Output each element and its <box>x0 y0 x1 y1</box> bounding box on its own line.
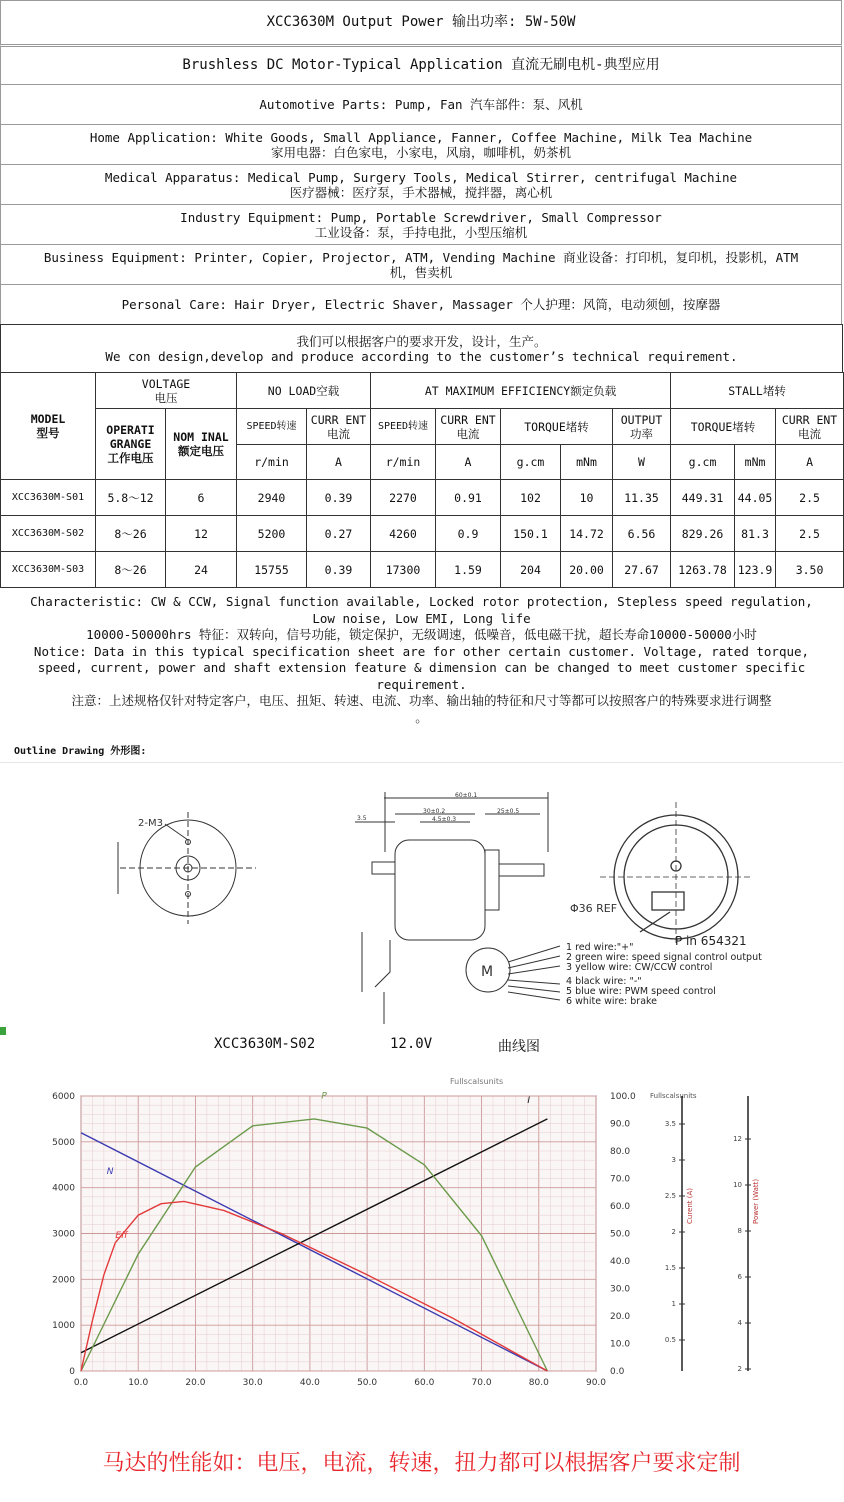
y-tick-label: 5000 <box>52 1137 75 1148</box>
pin-label: P in 654321 <box>675 934 747 948</box>
chart-model: XCC3630M-S02 <box>214 1036 316 1052</box>
fullscale-label-2: Fullscalsunits <box>650 1092 697 1100</box>
y2-tick-label: 10.0 <box>610 1339 631 1350</box>
y2-tick-label: 0.0 <box>610 1367 625 1377</box>
characteristics-notes: Characteristic: CW & CCW, Signal function available, Locked rotor protection, Stepless speed regulation, Low noise, Low EMI, Long life 10000-50000hrs 特征：双转向，信号功能，锁定保护，无级调速，低噪音，低电磁干扰，超长寿命10000-50000小时 Notice: Data in this typical specification sheet are for other certain customer. Voltage, rated torque, speed, current, power and shaft extension feature & dimension can be changed to meet customer specific requirement. 注意：上述规格仅针对特定客户，电压、扭矩、转速、电流、功率、输出轴的特征和尺寸等都可以按照客户的特殊要求进行调整 。 <box>30 594 813 725</box>
stall-current-header: CURR ENT电流 <box>776 409 844 445</box>
y2-tick-label: 70.0 <box>610 1174 631 1185</box>
maxeff-header: AT MAXIMUM EFFICIENCY额定负载 <box>371 373 671 409</box>
y-tick-label: 2000 <box>52 1275 75 1286</box>
power-tick-label: 12 <box>733 1135 742 1143</box>
app-personal: Personal Care: Hair Dryer, Electric Shaver, Massager 个人护理：风筒，电动须刨，按摩器 <box>0 284 842 324</box>
app-business: Business Equipment: Printer, Copier, Projector, ATM, Vending Machine 商业设备：打印机，复印机，投影机，ATM 机，售卖机 <box>0 244 842 284</box>
eff-output-header: OUTPUT 功率 <box>613 409 671 445</box>
motor-symbol: M <box>481 964 494 980</box>
wire-label: 6 white wire: brake <box>566 996 658 1007</box>
current-tick-label: 3.5 <box>664 1120 676 1128</box>
voltage-header: VOLTAGE 电压 <box>96 373 237 409</box>
unit-gcm: g.cm <box>671 445 735 480</box>
wire-label: 2 green wire: speed signal control output <box>566 952 762 963</box>
unit-rpm: r/min <box>371 445 436 480</box>
x-tick-label: 80.0 <box>528 1378 549 1388</box>
svg-text:60±0.1: 60±0.1 <box>455 792 478 799</box>
page-title: XCC3630M Output Power 输出功率: 5W-50W <box>0 0 842 44</box>
y-tick-label: 0 <box>69 1367 75 1377</box>
spec-table <box>0 372 844 588</box>
y2-tick-label: 60.0 <box>610 1202 631 1212</box>
eff-torque-header: TORQUE堵转 <box>501 409 613 445</box>
m3-label: 2-M3 <box>138 818 163 829</box>
y2-tick-label: 40.0 <box>610 1257 631 1267</box>
series-label: P <box>321 1091 327 1102</box>
x-tick-label: 40.0 <box>299 1378 320 1388</box>
eff-current-header: CURR ENT电流 <box>436 409 501 445</box>
rear-view <box>600 802 752 944</box>
power-axis-label: Power (Watt) <box>752 1178 760 1224</box>
noload-speed-header: SPEED转速 <box>237 409 307 445</box>
model-header: MODEL 型号 <box>1 373 96 480</box>
current-tick-label: 0.5 <box>664 1336 676 1344</box>
unit-w: W <box>613 445 671 480</box>
unit-mnm: mNm <box>561 445 613 480</box>
app-automotive: Automotive Parts: Pump, Fan 汽车部件：泵、风机 <box>0 84 842 124</box>
series-label: Eff <box>115 1231 128 1242</box>
current-axis-label: Curent (A) <box>686 1187 694 1224</box>
svg-text:3.5: 3.5 <box>357 815 367 822</box>
power-tick-label: 6 <box>737 1273 742 1281</box>
eff-speed-header: SPEED转速 <box>371 409 436 445</box>
wire-label: 1 red wire:"+" <box>566 942 634 953</box>
current-tick-label: 3 <box>671 1156 676 1164</box>
chart-voltage: 12.0V <box>390 1036 433 1052</box>
power-tick-label: 4 <box>737 1319 742 1327</box>
wire-label: 3 yellow wire: CW/CCW control <box>566 962 713 973</box>
noload-current-header: CURR ENT电流 <box>307 409 371 445</box>
y2-tick-label: 90.0 <box>610 1119 631 1130</box>
y2-tick-label: 30.0 <box>610 1284 631 1295</box>
current-tick-label: 2.5 <box>664 1192 676 1200</box>
x-tick-label: 90.0 <box>585 1378 607 1388</box>
x-tick-label: 20.0 <box>185 1378 206 1388</box>
divider-mark <box>0 1027 6 1035</box>
unit-a: A <box>776 445 844 480</box>
y2-tick-label: 100.0 <box>610 1092 636 1102</box>
table-row: XCC3630M-S03 8～26 24 15755 0.39 17300 1.59 204 20.00 27.67 1263.78 123.9 3.50 <box>1 552 844 588</box>
x-tick-label: 70.0 <box>471 1378 492 1388</box>
stall-header: STALL堵转 <box>671 373 844 409</box>
app-industry: Industry Equipment: Pump, Portable Screwdriver, Small Compressor 工业设备：泵，手持电批，小型压缩机 <box>0 204 842 244</box>
unit-a: A <box>436 445 501 480</box>
svg-text:4.5±0.3: 4.5±0.3 <box>432 816 457 823</box>
y2-tick-label: 20.0 <box>610 1312 631 1322</box>
customization-intro: 我们可以根据客户的要求开发，设计，生产。 We con design,develop and produce according to the customer’s technical requirement. <box>0 324 843 372</box>
y2-tick-label: 50.0 <box>610 1229 631 1240</box>
x-tick-label: 0.0 <box>73 1378 89 1388</box>
power-tick-label: 10 <box>733 1181 742 1189</box>
fullscale-label: Fullscalsunits <box>450 1077 504 1086</box>
y2-tick-label: 80.0 <box>610 1147 631 1157</box>
noload-header: NO LOAD空载 <box>237 373 371 409</box>
unit-rpm: r/min <box>237 445 307 480</box>
current-tick-label: 2 <box>671 1228 676 1236</box>
y-tick-label: 6000 <box>52 1092 75 1102</box>
unit-mnm: mNm <box>735 445 776 480</box>
current-tick-label: 1.5 <box>664 1264 676 1272</box>
op-range-header: OPERATI GRANGE 工作电压 <box>96 409 166 480</box>
x-tick-label: 10.0 <box>128 1378 149 1388</box>
performance-chart <box>0 1064 843 1424</box>
outline-drawing <box>0 762 843 1026</box>
power-tick-label: 2 <box>737 1365 742 1373</box>
series-label: N <box>106 1166 114 1177</box>
svg-text:30±0.2: 30±0.2 <box>423 808 446 815</box>
x-tick-label: 50.0 <box>357 1378 378 1388</box>
series-label: I <box>527 1095 530 1106</box>
svg-text:Φ36 REF: Φ36 REF <box>570 902 618 915</box>
outline-drawing-label: Outline Drawing 外形图: <box>14 746 147 757</box>
chart-label: 曲线图 <box>498 1039 540 1055</box>
app-medical: Medical Apparatus: Medical Pump, Surgery Tools, Medical Stirrer, centrifugal Machine 医疗器械：医疗泵，手术器械，搅拌器，离心机 <box>0 164 842 204</box>
side-view <box>355 792 548 1024</box>
table-row: XCC3630M-S02 8～26 12 5200 0.27 4260 0.9 150.1 14.72 6.56 829.26 81.3 2.5 <box>1 516 844 552</box>
x-tick-label: 30.0 <box>242 1378 263 1388</box>
footer-note: 马达的性能如：电压，电流，转速，扭力都可以根据客户要求定制 <box>102 1451 741 1476</box>
y-tick-label: 4000 <box>52 1183 75 1194</box>
current-tick-label: 1 <box>671 1300 676 1308</box>
svg-text:25±0.5: 25±0.5 <box>497 808 520 815</box>
wire-label: 5 blue wire: PWM speed control <box>566 986 716 997</box>
nominal-header: NOM INAL 额定电压 <box>166 409 237 480</box>
x-tick-label: 60.0 <box>414 1378 435 1388</box>
stall-torque-header: TORQUE堵转 <box>671 409 776 445</box>
y-tick-label: 1000 <box>52 1321 75 1332</box>
wire-label: 4 black wire: "-" <box>566 976 642 987</box>
power-tick-label: 8 <box>737 1227 742 1235</box>
section-subtitle: Brushless DC Motor-Typical Application 直流无刷电机-典型应用 <box>0 44 842 84</box>
app-home: Home Application: White Goods, Small Appliance, Fanner, Coffee Machine, Milk Tea Machine 家用电器：白色家电，小家电，风扇，咖啡机，奶茶机 <box>0 124 842 164</box>
unit-gcm: g.cm <box>501 445 561 480</box>
table-row: XCC3630M-S01 5.8～12 6 2940 0.39 2270 0.91 102 10 11.35 449.31 44.05 2.5 <box>1 480 844 516</box>
unit-a: A <box>307 445 371 480</box>
y-tick-label: 3000 <box>52 1229 75 1240</box>
